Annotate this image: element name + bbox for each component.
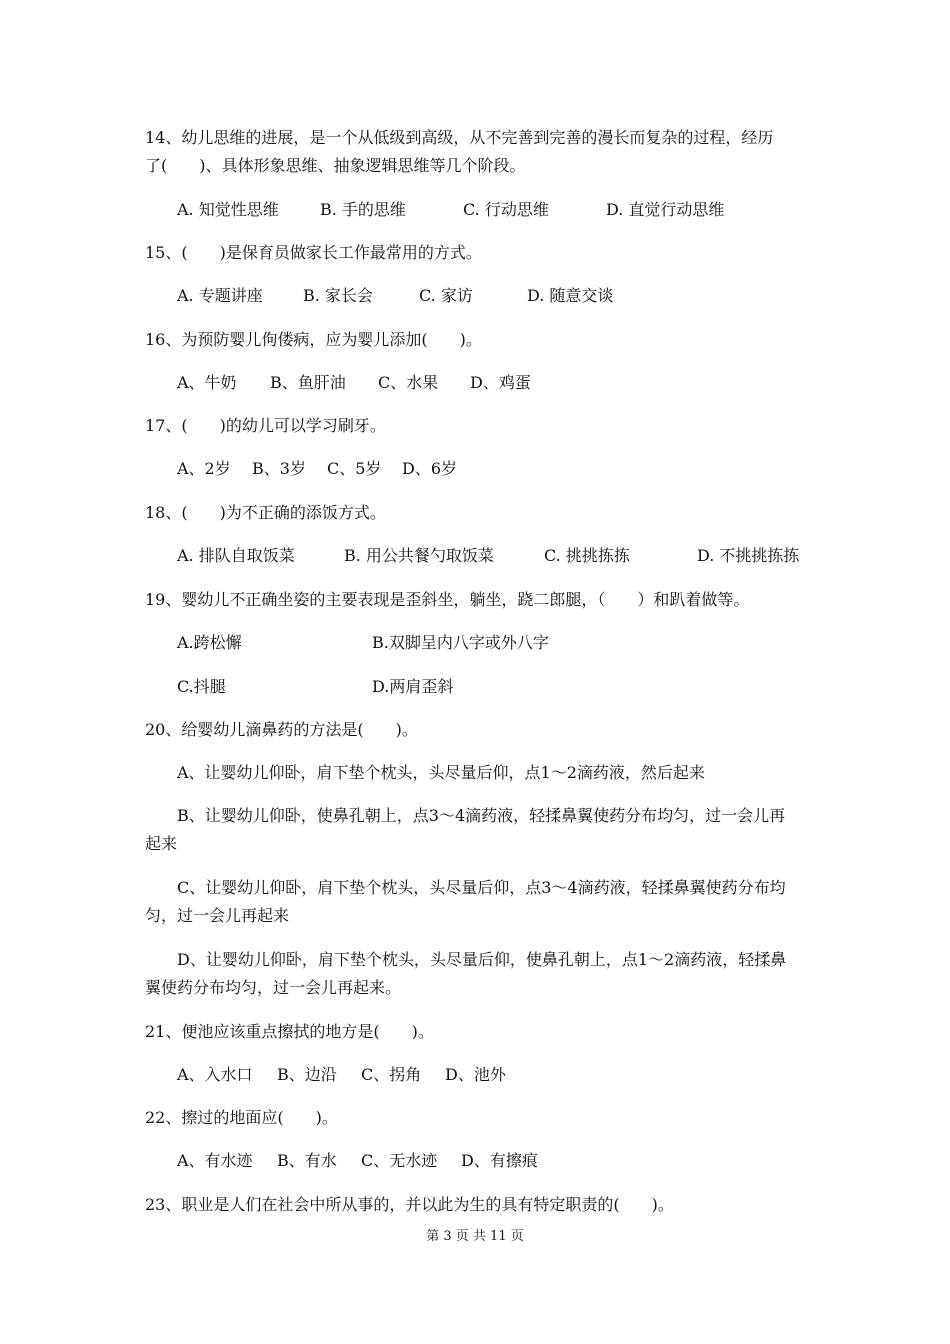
option-c: C.抖腿 <box>177 677 226 696</box>
option-b: B. 手的思维 <box>320 200 406 219</box>
option-c: C、5岁 <box>327 459 382 478</box>
option-c: C、水果 <box>378 373 439 392</box>
option-a: A、有水迹 <box>177 1151 253 1170</box>
question-18-options <box>177 544 799 568</box>
question-14-options <box>177 198 724 222</box>
question-17-options <box>177 457 457 481</box>
question-20-option-c: C、让婴幼儿仰卧，肩下垫个枕头，头尽量后仰，点3～4滴药液，轻揉鼻翼使药分布均 <box>177 878 786 897</box>
option-b: B、3岁 <box>252 459 306 478</box>
question-16-options <box>177 371 531 395</box>
question-18-text: 18、( )为不正确的添饭方式。 <box>145 503 386 522</box>
option-d: D、有擦痕 <box>461 1151 538 1170</box>
question-15-options <box>177 284 613 308</box>
option-c: C. 家访 <box>419 286 473 305</box>
option-a: A. 知觉性思维 <box>177 200 279 219</box>
question-20-option-d-cont: 翼使药分布均匀，过一会儿再起来。 <box>145 978 402 997</box>
question-17-text: 17、( )的幼儿可以学习刷牙。 <box>145 416 386 435</box>
question-21-text: 21、便池应该重点擦拭的地方是( )。 <box>145 1022 434 1041</box>
option-a: A. 排队自取饭菜 <box>177 546 295 565</box>
option-d: D. 随意交谈 <box>527 286 614 305</box>
option-a: A、牛奶 <box>177 373 237 392</box>
option-b: B、鱼肝油 <box>270 373 346 392</box>
option-b: B. 家长会 <box>303 286 373 305</box>
page-footer: 第 3 页 共 11 页 <box>426 1229 524 1244</box>
option-c: C. 挑挑拣拣 <box>544 546 630 565</box>
option-a: A、入水口 <box>177 1065 253 1084</box>
option-a: A、2岁 <box>177 459 231 478</box>
option-d: D. 直觉行动思维 <box>606 200 725 219</box>
option-c: C、拐角 <box>361 1065 422 1084</box>
question-15-text: 15、( )是保育员做家长工作最常用的方式。 <box>145 243 482 262</box>
option-b: B.双脚呈内八字或外八字 <box>372 633 549 652</box>
question-16-text: 16、为预防婴儿佝偻病，应为婴儿添加( )。 <box>145 330 482 349</box>
question-19-options-row1 <box>177 631 549 655</box>
option-d: D、鸡蛋 <box>470 373 531 392</box>
question-19-text: 19、婴幼儿不正确坐姿的主要表现是歪斜坐，躺坐，跷二郎腿，（ ）和趴着做等。 <box>145 590 750 609</box>
question-20-option-b-cont: 起来 <box>145 834 178 853</box>
option-b: B、边沿 <box>277 1065 337 1084</box>
option-d: D.两肩歪斜 <box>372 677 454 696</box>
question-20-option-d: D、让婴幼儿仰卧，肩下垫个枕头，头尽量后仰，使鼻孔朝上，点1～2滴药液，轻揉鼻 <box>177 950 787 969</box>
question-14-text: 14、幼儿思维的进展，是一个从低级到高级，从不完善到完善的漫长而复杂的过程，经历 <box>145 128 774 147</box>
option-c: C. 行动思维 <box>463 200 549 219</box>
question-21-options <box>177 1063 506 1087</box>
option-d: D. 不挑挑拣拣 <box>697 546 800 565</box>
option-a: A. 专题讲座 <box>177 286 263 305</box>
option-b: B. 用公共餐勺取饭菜 <box>344 546 494 565</box>
question-19-options-row2 <box>177 675 453 699</box>
question-22-options <box>177 1149 538 1173</box>
option-c: C、无水迹 <box>361 1151 438 1170</box>
question-23-text: 23、职业是人们在社会中所从事的，并以此为生的具有特定职责的( )。 <box>145 1195 674 1214</box>
question-20-option-a: A、让婴幼儿仰卧，肩下垫个枕头，头尽量后仰，点1～2滴药液，然后起来 <box>177 763 705 782</box>
question-22-text: 22、擦过的地面应( )。 <box>145 1108 338 1127</box>
question-20-option-c-cont: 匀，过一会儿再起来 <box>145 906 290 925</box>
question-20-option-b: B、让婴幼儿仰卧，使鼻孔朝上，点3～4滴药液，轻揉鼻翼使药分布均匀，过一会儿再 <box>177 806 786 825</box>
question-20-text: 20、给婴幼儿滴鼻药的方法是( )。 <box>145 720 418 739</box>
question-14-text-cont: 了( )、具体形象思维、抽象逻辑思维等几个阶段。 <box>145 156 526 175</box>
option-a: A.跨松懈 <box>177 633 242 652</box>
option-d: D、6岁 <box>402 459 458 478</box>
option-b: B、有水 <box>277 1151 337 1170</box>
option-d: D、池外 <box>445 1065 506 1084</box>
